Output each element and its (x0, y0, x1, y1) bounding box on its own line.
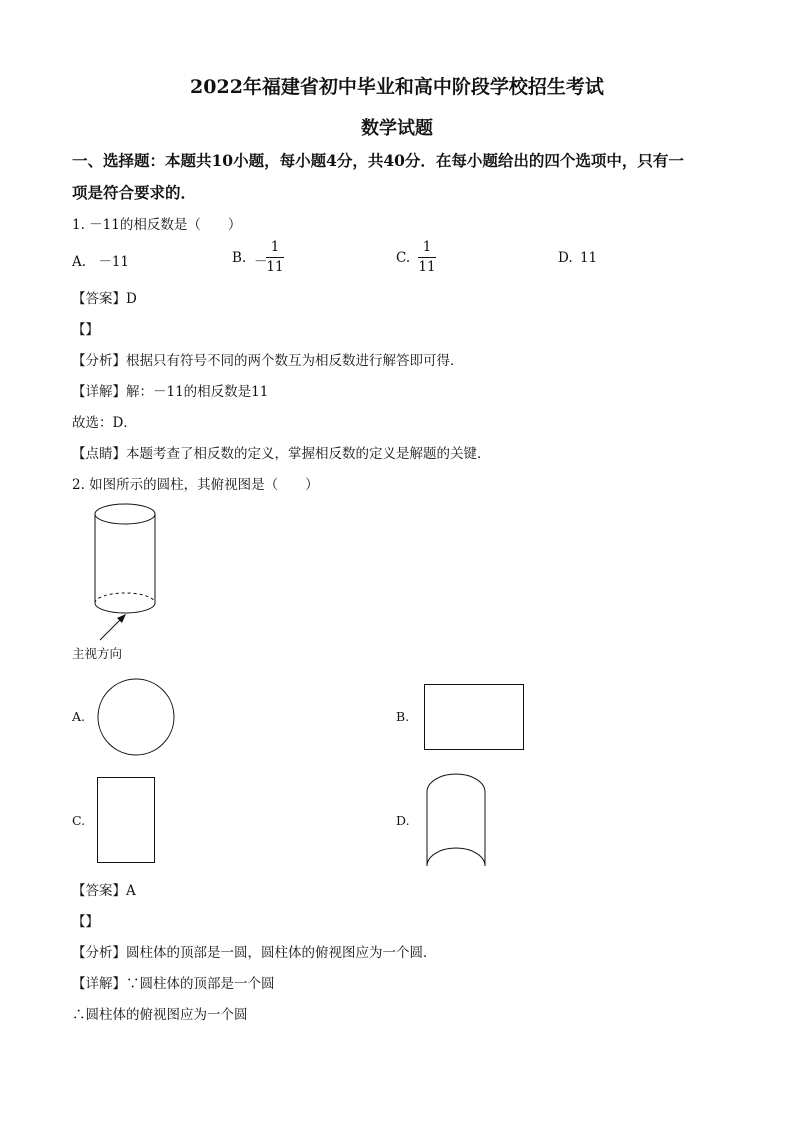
q2-option-c-label: C. (72, 813, 86, 828)
section-heading-line2: 项是符合要求的． (72, 183, 197, 202)
q1-option-b-sign: － (254, 254, 268, 270)
q1-option-c-fraction (418, 239, 436, 276)
q1-analysis-text: 根据只有符号不同的两个数互为相反数进行解答即可得． (126, 353, 464, 369)
q1-option-a-label: A. (72, 254, 87, 270)
q1-comment-tag: 【点睛】 (72, 446, 126, 462)
q2-answer-tag: 【答案】 (72, 883, 126, 899)
q2-option-b-rectangle (424, 684, 526, 752)
q1-option-c-denominator: 11 (418, 259, 436, 275)
q2-option-a-label: A. (72, 709, 86, 724)
q2-detail-tag: 【详解】 (72, 976, 126, 992)
section-heading-line1: 一、选择题：本题共10小题，每小题4分，共40分．在每小题给出的四个选项中，只有一 (72, 151, 684, 170)
q1-choose: 故选：D． (72, 415, 137, 431)
q1-option-b-fraction (266, 239, 284, 276)
q1-answer (72, 287, 137, 307)
q2-detail (72, 972, 275, 992)
page-title: 2022年福建省初中毕业和高中阶段学校招生考试 (190, 76, 604, 98)
q1-option-c-label: C. (396, 250, 411, 266)
q2-analysis-text: 圆柱体的顶部是一圆，圆柱体的俯视图应为一个圆． (126, 945, 437, 961)
q1-stem: 1. －11的相反数是（ ） (72, 217, 242, 233)
view-direction-caption: 主视方向 (72, 646, 123, 661)
cylinder-figure (90, 500, 170, 640)
q2-detail-text: ∵圆柱体的顶部是一个圆 (126, 976, 275, 992)
q1-empty-tag: 【】 (72, 322, 99, 338)
q2-answer-value: A (126, 883, 136, 899)
q1-analysis-tag: 【分析】 (72, 353, 126, 369)
q2-option-d-curved-shape (424, 772, 488, 870)
q1-option-d-label: D. (558, 250, 573, 266)
q1-option-b-label: B. (232, 250, 247, 266)
q2-analysis (72, 941, 437, 961)
q2-empty-tag: 【】 (72, 914, 99, 930)
q1-answer-tag: 【答案】 (72, 291, 126, 307)
q2-option-a-circle (96, 679, 178, 757)
q1-detail-text: 解：－11的相反数是11 (126, 384, 269, 400)
q1-option-b-numerator: 1 (270, 239, 280, 255)
q2-conclusion: ∴圆柱体的俯视图应为一个圆 (72, 1007, 248, 1023)
q1-answer-value: D (126, 291, 137, 307)
q2-option-b-label: B. (396, 709, 410, 724)
q2-option-c-rectangle (97, 777, 157, 865)
q1-comment (72, 442, 491, 462)
q1-option-d-value: 11 (579, 250, 598, 266)
q1-detail-tag: 【详解】 (72, 384, 126, 400)
q1-detail (72, 380, 268, 400)
q2-analysis-tag: 【分析】 (72, 945, 126, 961)
q2-stem: 2. 如图所示的圆柱，其俯视图是（ ） (72, 477, 319, 493)
q1-option-b-denominator: 11 (266, 259, 284, 275)
q1-option-a (72, 250, 129, 270)
q1-option-a-value: －11 (98, 254, 130, 270)
q1-option-c-numerator: 1 (422, 239, 432, 255)
q1-comment-text: 本题考查了相反数的定义，掌握相反数的定义是解题的关键． (126, 446, 491, 462)
q2-option-d-label: D. (396, 813, 410, 828)
q1-analysis (72, 349, 464, 369)
q2-answer (72, 879, 136, 899)
q1-option-d (558, 250, 597, 266)
page-subtitle: 数学试题 (361, 118, 433, 139)
